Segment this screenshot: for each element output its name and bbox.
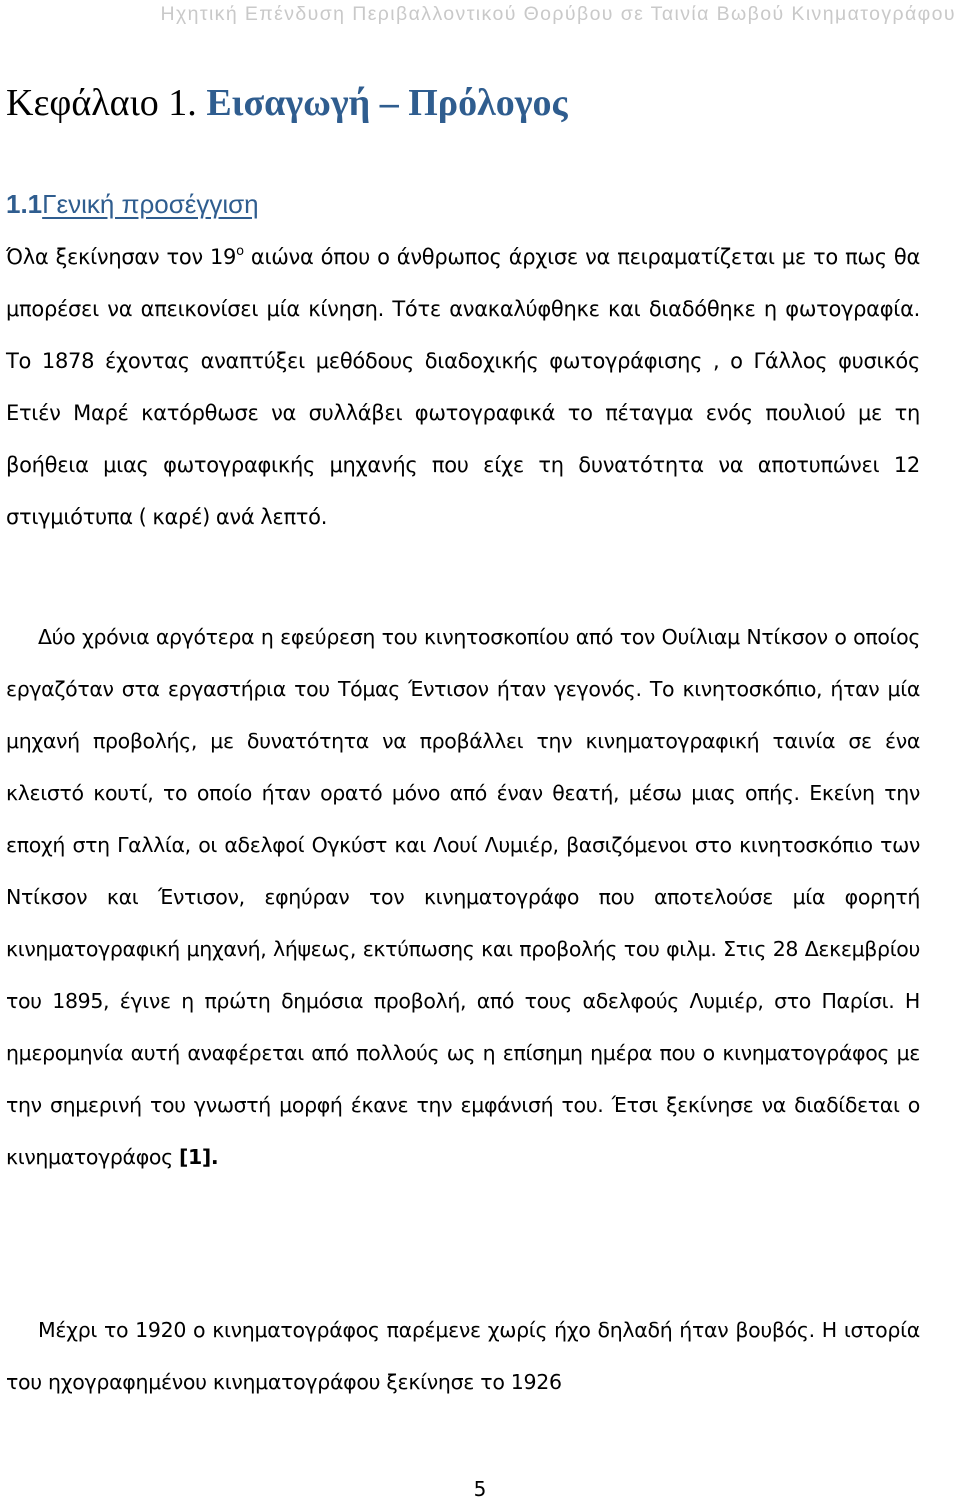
chapter-title: Εισαγωγή – Πρόλογος <box>206 82 568 124</box>
paragraph-2-text: Δύο χρόνια αργότερα η εφεύρεση του κινητοσκοπίου από τον Ουίλιαμ Ντίκσον ο οποίος εργαζόταν στα εργαστήρια του Τόμας Έντισον ήταν γεγονός. Το κινητοσκόπιο, ήταν μία μηχανή προβολής, με δυνατότητα να προβάλλει την κινηματογραφική ταινία σε ένα κλειστό κουτί, το οποίο ήταν ορατό μόνο από έναν θεατή, μέσω μιας οπής. Εκείνη την εποχή στη Γαλλία, οι αδελφοί Ογκύστ και Λουί Λυμιέρ, βασιζόμενοι στο κινητοσκόπιο των Ντίκσον και Έντισον, εφηύραν τον κινηματογράφο που αποτελούσε μία φορητή κινηματογραφική μηχανή, λήψεως, εκτύπωσης και προβολής του φιλμ. Στις 28 Δεκεμβρίου του 1895, έγινε η πρώτη δημόσια προβολή, από τους αδελφούς Λυμιέρ, στο Παρίσι. Η ημερομηνία αυτή αναφέρεται από πολλούς ως η επίσημη ημέρα που ο κινηματογράφος με την σημερινή του γνωστή μορφή έκανε την εμφάνισή του. Έτσι ξεκίνησε να διαδίδεται ο κινηματογράφος <box>6 625 920 1169</box>
running-header: Ηχητική Επένδυση Περιβαλλοντικού Θορύβου σε Ταινία Βωβού Κινηματογράφου <box>160 3 956 25</box>
chapter-heading <box>6 80 568 126</box>
century-superscript: ο <box>236 244 244 259</box>
citation-reference: [1] <box>178 1145 211 1169</box>
section-number: 1.1 <box>6 189 43 219</box>
paragraph-2 <box>6 611 920 1183</box>
section-heading <box>6 186 259 222</box>
paragraph-3-text: Μέχρι το 1920 ο κινηματογράφος παρέμενε χωρίς ήχο δηλαδή ήταν βουβός. Η ιστορία του ηχογραφημένου κινηματογράφου ξεκίνησε το 1926 <box>6 1318 920 1394</box>
paragraph-1-text: αιώνα όπου ο άνθρωπος άρχισε να πειραματίζεται με το πως θα μπορέσει να απεικονίσει μία κίνηση. Τότε ανακαλύφθηκε και διαδόθηκε η φωτογραφία. Το 1878 έχοντας αναπτύξει μεθόδους διαδοχικής φωτογράφισης , ο Γάλλος φυσικός Ετιέν Μαρέ κατόρθωσε να συλλάβει φωτογραφικά το πέταγμα ενός πουλιού με τη βοήθεια μιας φωτογραφικής μηχανής που είχε τη δυνατότητα να αποτυπώνει 12 στιγμιότυπα ( καρέ) ανά λεπτό. <box>6 245 920 529</box>
page-number: 5 <box>473 1477 487 1501</box>
chapter-number: Κεφάλαιο 1. <box>6 82 197 124</box>
paragraph-3 <box>6 1304 920 1408</box>
paragraph-2-end: . <box>210 1145 219 1169</box>
paragraph-1 <box>6 231 920 543</box>
section-title: Γενική προσέγγιση <box>42 189 259 219</box>
paragraph-1-start: Όλα ξεκίνησαν τον 19 <box>6 245 237 269</box>
